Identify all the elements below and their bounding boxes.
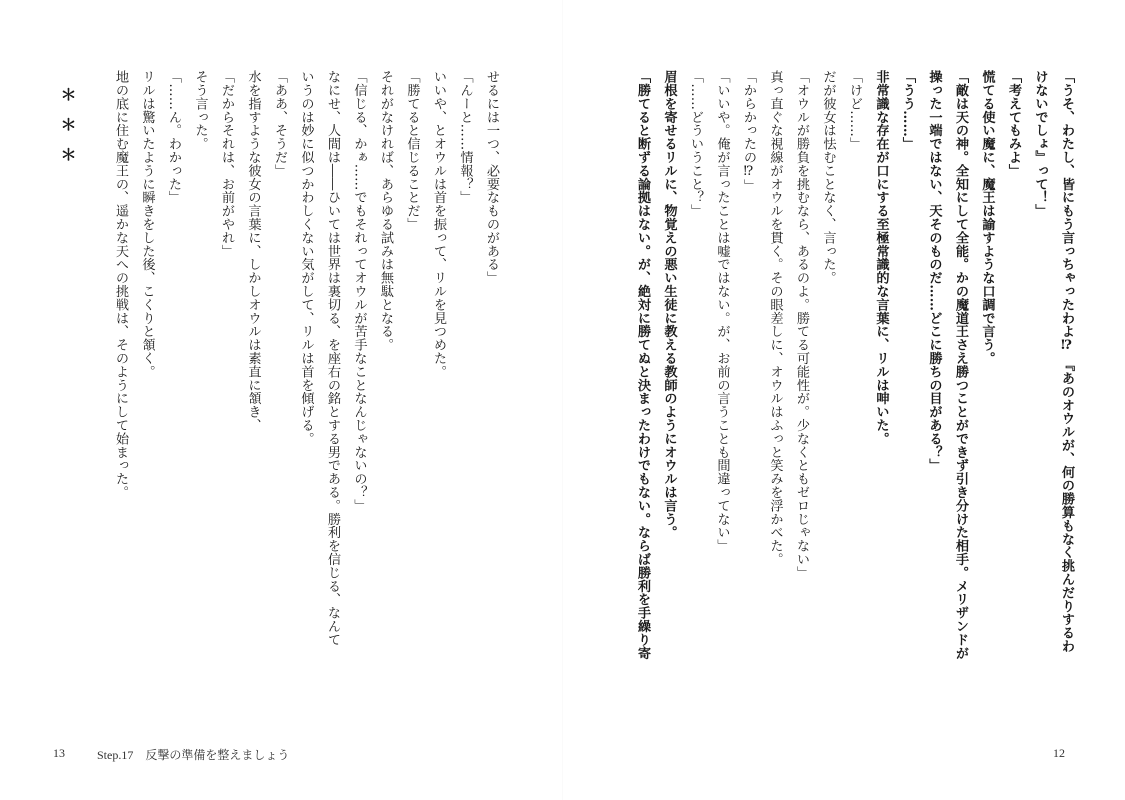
text-line: 水を指すような彼女の言葉に、しかしオウルは素直に頷き、 [245, 70, 261, 432]
text-line: 「……どういうこと？」 [688, 70, 703, 218]
text-line: 「からかったの⁉」 [741, 70, 756, 193]
text-line: 「勝てると信じることだ」 [404, 70, 420, 231]
text-line: 「いいや。俺が言ったことは嘘ではない。が、お前の言うことも間違ってない」 [714, 70, 730, 553]
text-line: なにせ、人間は――ひいては世界は裏切る、を座右の銘とする男である。勝利を信じる、なんて [325, 70, 340, 647]
text-line: いいや、とオウルは首を振って、リルを見つめた。 [431, 70, 446, 379]
text-line: 「うう……」 [900, 70, 915, 151]
text-line: 「考えてもみよ」 [1006, 70, 1021, 178]
text-line: それがなければ、あらゆる試みは無駄となる。 [378, 70, 393, 352]
page-number-left: 13 [53, 746, 65, 760]
text-line: 「オウルが勝負を挑むなら、あるのよ。勝てる可能性が。少なくともゼロじゃない」 [794, 70, 809, 580]
text-line: 「だからそれは、お前がやれ」 [219, 70, 234, 258]
text-line: 操った一端ではない、天そのものだ……どこに勝ちの目がある？」 [926, 70, 942, 472]
gutter [562, 0, 563, 800]
text-line: 「信じる、かぁ……でもそれってオウルが苦手なことなんじゃないの？」 [351, 70, 367, 513]
scene-break: ＊＊＊ [58, 86, 77, 176]
text-line: いうのは妙に似つかわしくない気がして、リルは首を傾げる。 [298, 70, 314, 446]
running-header-chapter-title: Step.17 反撃の準備を整えましょう [97, 748, 290, 762]
text-line: けないでしょ』って！」 [1032, 70, 1048, 218]
text-line: だが彼女は怯むことなく、言った。 [820, 70, 836, 285]
text-line: 眉根を寄せるリルに、物覚えの悪い生徒に教える教師のようにオウルは言う。 [661, 70, 677, 539]
text-line: 「敵は天の神。全知にして全能。かの魔道王さえ勝つことができず引き分けた相手。メリザンドが [953, 70, 968, 660]
text-line: 「んーと……情報？」 [457, 70, 473, 204]
text-line: 非常識な存在が口にする至極常識的な言葉に、リルは呻いた。 [873, 70, 889, 446]
text-line: 「けど……」 [847, 70, 862, 151]
text-line: 「ああ、そうだ」 [272, 70, 287, 178]
text-line: 真っ直ぐな視線がオウルを貫く。その眼差しに、オウルはふっと笑みを浮かべた。 [767, 70, 783, 566]
text-line: 「うそ、わたし、皆にもう言っちゃったわよ⁉ 『あのオウルが、何の勝算もなく挑んだりするわ [1059, 70, 1074, 653]
page-number-right: 12 [1053, 746, 1065, 760]
text-line: 「勝てると断ずる論拠はない。が、絶対に勝てぬと決まったわけでもない。ならば勝利を手繰り寄 [635, 70, 650, 660]
text-line: 「……ん。わかった」 [166, 70, 181, 204]
text-line: リルは驚いたように瞬きをした後、こくりと頷く。 [139, 70, 155, 379]
text-line: せるには一つ、必要なものがある」 [484, 70, 499, 285]
text-line: 地の底に住む魔王の、遥かな天への挑戦は、そのようにして始まった。 [113, 70, 128, 499]
text-line: そう言った。 [192, 70, 208, 151]
text-line: 慌てる使い魔に、魔王は諭すような口調で言う。 [979, 70, 995, 365]
